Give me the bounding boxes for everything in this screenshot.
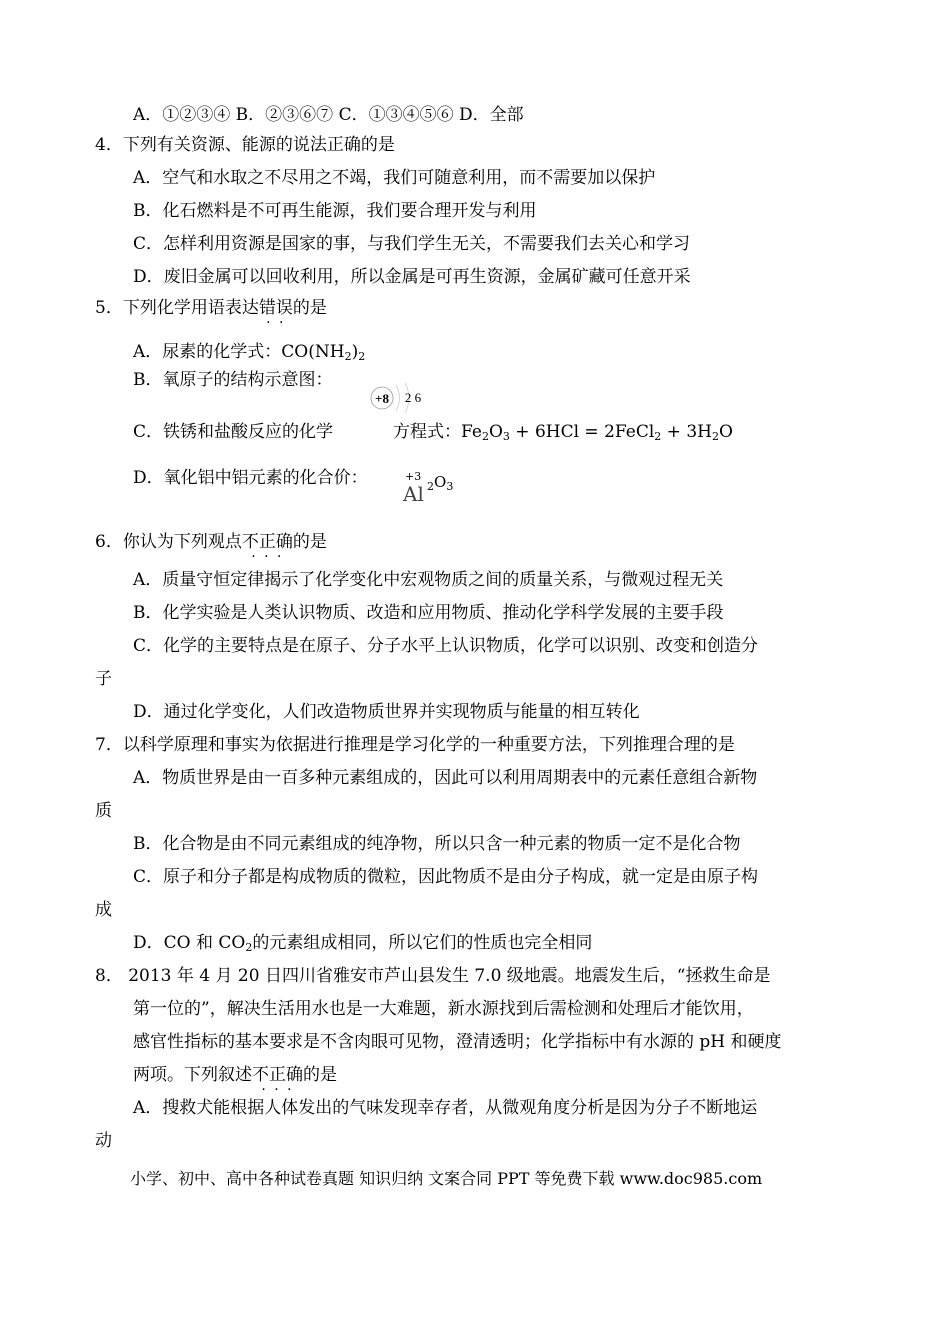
sub: 2 (427, 480, 434, 493)
q5-c-equation: 方程式：Fe (393, 422, 482, 442)
valence-label: +3 (405, 470, 422, 483)
q6-stem-text: 6．你认为下列观点 (95, 532, 242, 552)
q7-option-a-cont: 质 (95, 801, 112, 821)
q5-option-a (133, 341, 365, 368)
eq-part: + 3H (661, 422, 712, 442)
q8-option-a-cont: 动 (95, 1131, 112, 1151)
oxide-part (427, 473, 453, 493)
q8-stem-line2: 第一位的”，解决生活用水也是一大难题，新水源找到后需检测和处理后才能饮用， (133, 999, 754, 1019)
q6-emphasis: 不正确 · · · (242, 531, 293, 553)
q7-stem: 7．以科学原理和事实为依据进行推理是学习化学的一种重要方法，下列推理合理的是 (95, 735, 735, 755)
q5-option-b: B．氧原子的结构示意图： (133, 370, 333, 390)
q7-option-c: C．原子和分子都是构成物质的微粒，因此物质不是由分子构成，就一定是由原子构 (133, 867, 759, 887)
q6-stem-end: 的是 (292, 532, 327, 552)
q4-stem: 4．下列有关资源、能源的说法正确的是 (95, 135, 395, 155)
aluminium-symbol: Al (403, 482, 424, 506)
q8-stem-line1: 8． 2013 年 4 月 20 日四川省雅安市芦山县发生 7.0 级地震。地震发生后，“拯救生命是 (95, 966, 771, 986)
q7-d-text: D．CO 和 CO (133, 933, 246, 953)
q7-option-d (133, 932, 592, 959)
q6-option-c-cont: 子 (95, 669, 112, 689)
oxygen-atom-diagram (369, 380, 429, 416)
q7-d-text-end: 的元素组成相同，所以它们的性质也完全相同 (252, 933, 593, 953)
q4-option-d: D．废旧金属可以回收利用，所以金属是可再生资源，金属矿藏可任意开采 (133, 267, 691, 287)
q6-stem (95, 531, 327, 553)
aluminium-valence-formula (403, 470, 463, 504)
q6-option-b: B．化学实验是人类认识物质、改造和应用物质、推动化学科学发展的主要手段 (133, 603, 724, 623)
eq-part: O (718, 422, 733, 442)
sub: 2 (481, 430, 489, 443)
q6-option-c: C．化学的主要特点是在原子、分子水平上认识物质，化学可以识别、改变和创造分 (133, 636, 759, 656)
q8-stem-text: 两项。下列叙述 (133, 1065, 252, 1085)
q8-emphasis: 不正确 · · · (252, 1064, 303, 1086)
q4-option-b: B．化石燃料是不可再生能源，我们要合理开发与利用 (133, 201, 537, 221)
electron-counts: 2 6 (404, 390, 422, 405)
eq-part: O (488, 422, 503, 442)
page-footer: 小学、初中、高中各种试卷真题 知识归纳 文案合同 PPT 等免费下载 www.doc985.com (130, 1169, 763, 1188)
sub: 3 (446, 480, 454, 493)
q5-option-c (133, 421, 733, 448)
electron-shell-1 (396, 385, 400, 411)
q8-stem-line4 (133, 1064, 337, 1086)
q7-option-b: B．化合物是由不同元素组成的纯净物，所以只含一种元素的物质一定不是化合物 (133, 834, 741, 854)
q5-a-sub: 2 (344, 350, 352, 363)
q5-a-sub2: 2 (358, 350, 366, 363)
q6-option-a: A．质量守恒定律揭示了化学变化中宏观物质之间的质量关系，与微观过程无关 (133, 570, 724, 590)
q7-option-a: A．物质世界是由一百多种元素组成的，因此可以利用周期表中的元素任意组合新物 (133, 768, 758, 788)
q5-stem-text: 5．下列化学用语表达 (95, 298, 259, 318)
q5-option-d: D．氧化铝中铝元素的化合价： (133, 468, 368, 488)
sub: 2 (245, 941, 253, 954)
oxygen-symbol: O (434, 473, 447, 491)
sub: 2 (711, 430, 719, 443)
q5-stem-end: 的是 (292, 298, 327, 318)
q6-option-d: D．通过化学变化，人们改造物质世界并实现物质与能量的相互转化 (133, 702, 640, 722)
q8-stem-line3: 感官性指标的基本要求是不含肉眼可见物，澄清透明；化学指标中有水源的 pH 和硬度 (133, 1032, 782, 1052)
q5-emphasis: 错误 · · (259, 297, 293, 319)
nucleus-charge: +8 (375, 391, 389, 406)
q5-stem (95, 297, 327, 319)
q4-option-c: C．怎样利用资源是国家的事，与我们学生无关，不需要我们去关心和学习 (133, 234, 691, 254)
q8-stem-end: 的是 (303, 1065, 337, 1085)
eq-part: + 6HCl = 2FeCl (509, 422, 655, 442)
q8-option-a: A．搜救犬能根据人体发出的气味发现幸存者，从微观角度分析是因为分子不断地运 (133, 1098, 758, 1118)
q4-option-a: A．空气和水取之不尽用之不竭，我们可随意利用，而不需要加以保护 (133, 168, 656, 188)
q7-option-c-cont: 成 (95, 900, 112, 920)
sub: 2 (654, 430, 662, 443)
q3-options: A．①②③④ B．②③⑥⑦ C．①③④⑤⑥ D．全部 (133, 105, 524, 125)
q5-a-text: A．尿素的化学式：CO(NH (133, 342, 345, 362)
sub: 3 (502, 430, 510, 443)
q5-a-close: ) (351, 342, 359, 362)
q5-c-text: C．铁锈和盐酸反应的化学 (133, 422, 334, 442)
